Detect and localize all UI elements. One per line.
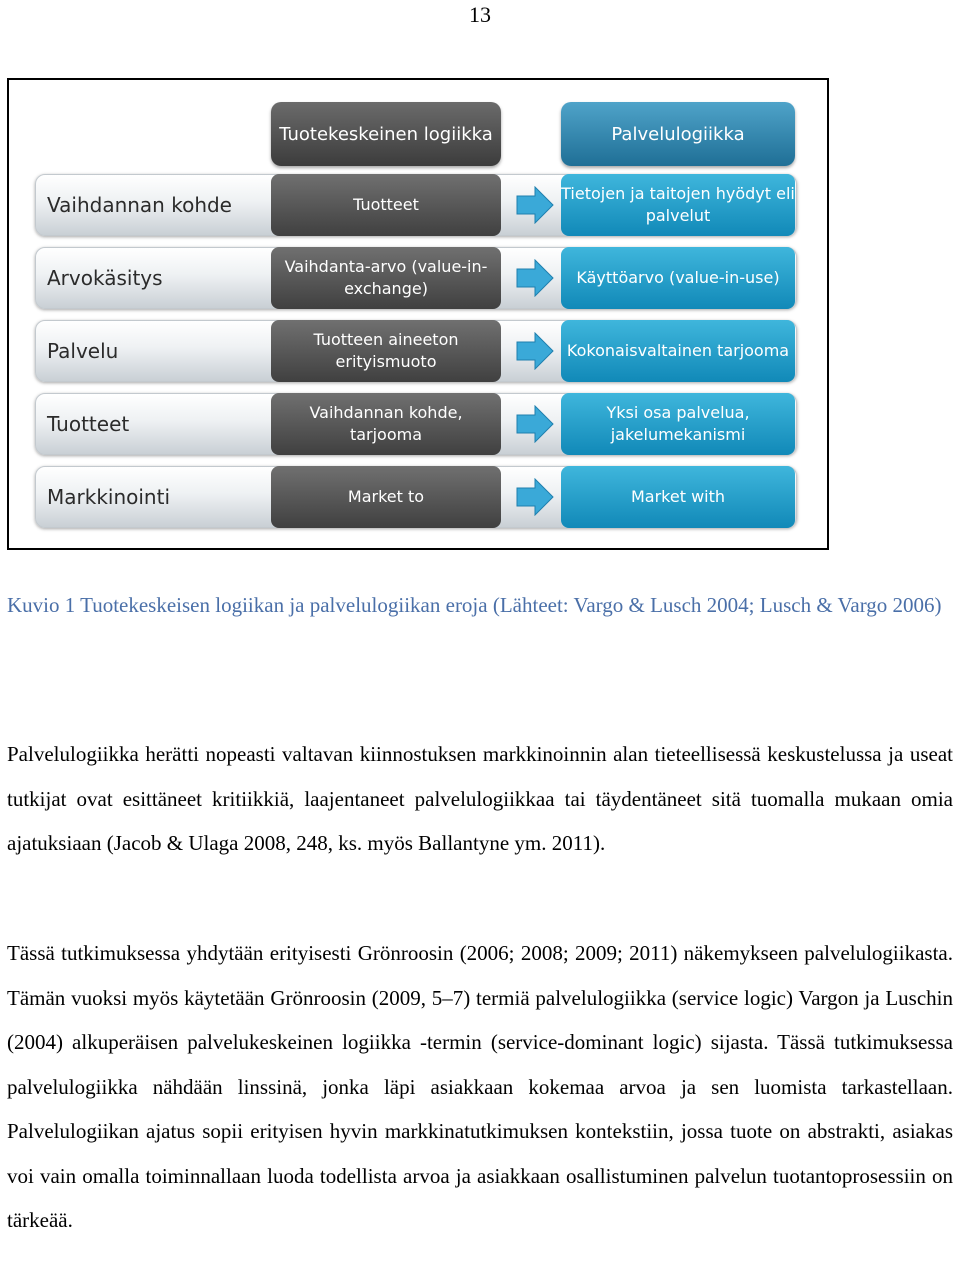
header-service-logic: Palvelulogiikka <box>561 102 795 166</box>
header-product-logic: Tuotekeskeinen logiikka <box>271 102 501 166</box>
figure-comparison-diagram <box>7 78 829 550</box>
service-cell: Market with <box>561 466 795 528</box>
arrow-right-icon <box>515 259 555 297</box>
product-cell: Market to <box>271 466 501 528</box>
service-cell: Yksi osa palvelua, jakelumekanismi <box>561 393 795 455</box>
row-label: Arvokäsitys <box>47 266 163 290</box>
product-cell: Tuotteen aineeton erityismuoto <box>271 320 501 382</box>
service-cell: Käyttöarvo (value-in-use) <box>561 247 795 309</box>
page-number: 13 <box>469 2 491 27</box>
service-cell: Tietojen ja taitojen hyödyt eli palvelut <box>561 174 795 236</box>
row-label: Vaihdannan kohde <box>47 193 232 217</box>
arrow-right-icon <box>515 405 555 443</box>
service-cell: Kokonaisvaltainen tarjooma <box>561 320 795 382</box>
arrow-right-icon <box>515 332 555 370</box>
figure-caption: Kuvio 1 Tuotekeskeisen logiikan ja palvelulogiikan eroja (Lähteet: Vargo & Lusch 2004; Lusch & Vargo 2006) <box>7 593 942 617</box>
row-label: Tuotteet <box>47 412 130 436</box>
arrow-right-icon <box>515 186 555 224</box>
row-label: Palvelu <box>47 339 119 363</box>
product-cell: Vaihdanta-arvo (value-in-exchange) <box>271 247 501 309</box>
product-cell: Vaihdannan kohde, tarjooma <box>271 393 501 455</box>
arrow-right-icon <box>515 478 555 516</box>
product-cell: Tuotteet <box>271 174 501 236</box>
body-paragraph: Palvelulogiikka herätti nopeasti valtavan kiinnostuksen markkinoinnin alan tieteellisessä keskustelussa ja useat tutkijat ovat esittäneet kritiikkiä, laajentaneet palvelulogiikkaa tai täydentäneet sitä tuomalla mukaan omia ajatuksiaan (Jacob & Ulaga 2008, 248, ks. myös Ballantyne ym. 2011). <box>7 742 953 855</box>
row-label: Markkinointi <box>47 485 170 509</box>
body-paragraph: Tässä tutkimuksessa yhdytään erityisesti Grönroosin (2006; 2008; 2009; 2011) näkemykseen palvelulogiikasta. Tämän vuoksi myös käytetään Grönroosin (2009, 5–7) termiä palvelulogiikka (service logic) Vargon ja Luschin (2004) alkuperäisen palvelukeskeinen logiikka -termin (service-dominant logic) sijasta. Tässä tutkimuksessa palvelulogiikka nähdään linssinä, jonka läpi asiakkaan kokemaa arvoa ja sen luomista tarkastellaan. Palvelulogiikan ajatus sopii erityisen hyvin markkinatutkimuksen kontekstiin, jossa tuote on abstrakti, asiakas voi vain omalla toiminnallaan luoda todellista arvoa ja asiakkaan osallistuminen palvelun tuotantoprosessiin on tärkeää. <box>7 941 953 1232</box>
